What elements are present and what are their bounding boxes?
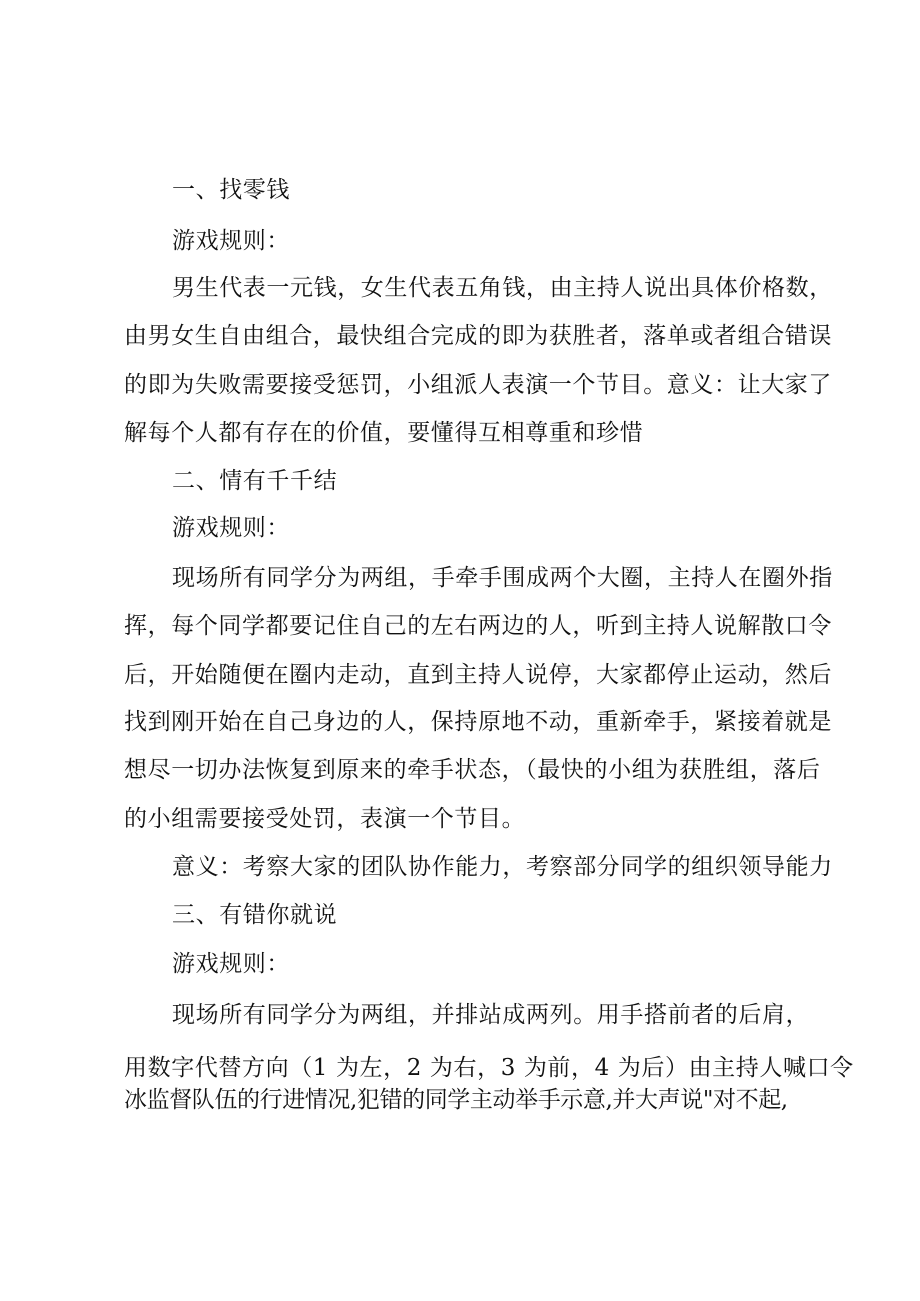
section-3-rules-label: 游戏规则： <box>172 951 290 977</box>
section-1-body-line-1: 男生代表一元钱，女生代表五角钱，由主持人说出具体价格数， <box>172 275 833 301</box>
section-1-heading: 一、找零钱 <box>172 177 290 203</box>
section-3-body-line-2: 用数字代替方向（1 为左，2 为右，3 为前，4 为后）由主持人喊口令 <box>124 1055 854 1081</box>
section-1-body-line-2: 由男女生自由组合，最快组合完成的即为获胜者，落单或者组合错误 <box>124 323 832 349</box>
section-2-rules-label: 游戏规则： <box>172 515 290 541</box>
section-2-body-line-3: 后，开始随便在圈内走动，直到主持人说停，大家都停止运动，然后 <box>124 662 832 688</box>
section-3-body-line-3: 冰监督队伍的行进情况,犯错的同学主动举手示意,并大声说"对不起, <box>124 1087 788 1113</box>
section-2-body-line-4: 找到刚开始在自己身边的人，保持原地不动，重新牵手，紧接着就是 <box>124 709 832 735</box>
section-3-body-line-1: 现场所有同学分为两组，并排站成两列。用手搭前者的后肩， <box>172 1002 810 1028</box>
section-3-heading: 三、有错你就说 <box>172 902 338 928</box>
section-1-body-line-4: 解每个人都有存在的价值，要懂得互相尊重和珍惜 <box>124 420 644 446</box>
section-2-body-line-6: 的小组需要接受处罚，表演一个节目。 <box>124 806 526 832</box>
section-2-body-line-5: 想尽一切办法恢复到原来的牵手状态，（最快的小组为获胜组，落后 <box>124 757 821 783</box>
section-2-body-line-2: 挥，每个同学都要记住自己的左右两边的人，听到主持人说解散口令 <box>124 613 832 639</box>
section-1-body-line-3: 的即为失败需要接受惩罚，小组派人表演一个节目。意义：让大家了 <box>124 372 832 398</box>
section-2-body-line-1: 现场所有同学分为两组，手牵手围成两个大圈，主持人在圈外指 <box>172 565 833 591</box>
section-2-heading: 二、情有千千结 <box>172 468 338 494</box>
section-1-rules-label: 游戏规则： <box>172 228 290 254</box>
section-2-meaning: 意义：考察大家的团队协作能力，考察部分同学的组织领导能力 <box>172 854 833 880</box>
